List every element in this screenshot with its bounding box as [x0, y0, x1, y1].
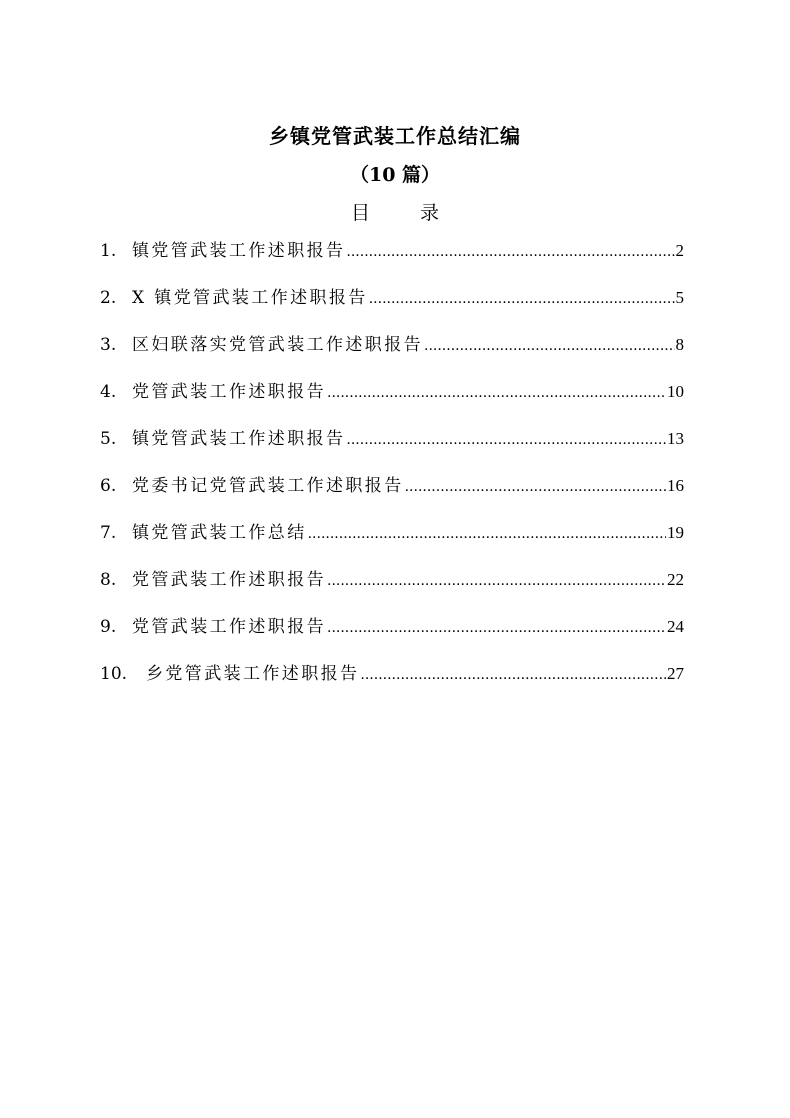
- toc-dot-leader: [424, 338, 675, 354]
- table-of-contents: [100, 236, 684, 706]
- toc-entry-page: 27: [667, 664, 684, 683]
- toc-entry-title: 党管武装工作述职报告: [132, 617, 326, 637]
- toc-entry-page: 8: [675, 335, 684, 354]
- document-title: 乡镇党管武装工作总结汇编: [269, 124, 521, 148]
- toc-entry-number: 5.: [100, 429, 117, 449]
- toc-entry-6[interactable]: [100, 471, 684, 518]
- toc-entry-4[interactable]: [100, 377, 684, 424]
- document-subtitle: （10 篇）: [349, 164, 441, 186]
- toc-entry-title: 乡党管武装工作述职报告: [146, 664, 360, 684]
- toc-entry-title: 镇党管武装工作述职报告: [132, 241, 346, 261]
- toc-entry-8[interactable]: [100, 565, 684, 612]
- toc-entry-2[interactable]: [100, 283, 684, 330]
- toc-dot-leader: [369, 291, 675, 307]
- toc-dot-leader: [327, 573, 666, 589]
- toc-entry-7[interactable]: [100, 518, 684, 565]
- toc-entry-number: 6.: [100, 476, 117, 496]
- toc-entry-title: 镇党管武装工作述职报告: [132, 429, 346, 449]
- toc-entry-page: 16: [667, 476, 684, 495]
- toc-entry-title: X 镇党管武装工作述职报告: [132, 288, 368, 308]
- toc-entry-3[interactable]: [100, 330, 684, 377]
- toc-entry-page: 24: [667, 617, 684, 636]
- toc-entry-number: 1.: [100, 241, 117, 261]
- toc-entry-number: 4.: [100, 382, 117, 402]
- toc-entry-page: 2: [675, 241, 684, 260]
- toc-entry-5[interactable]: [100, 424, 684, 471]
- toc-dot-leader: [346, 432, 666, 448]
- toc-entry-number: 10.: [100, 664, 128, 684]
- toc-dot-leader: [327, 620, 666, 636]
- toc-entry-title: 镇党管武装工作总结: [132, 523, 307, 543]
- toc-entry-title: 党委书记党管武装工作述职报告: [132, 476, 404, 496]
- toc-entry-title: 党管武装工作述职报告: [132, 570, 326, 590]
- toc-entry-page: 13: [667, 429, 684, 448]
- toc-entry-title: 党管武装工作述职报告: [132, 382, 326, 402]
- toc-entry-number: 9.: [100, 617, 117, 637]
- toc-dot-leader: [327, 385, 666, 401]
- toc-dot-leader: [346, 244, 674, 260]
- toc-entry-page: 5: [675, 288, 684, 307]
- toc-entry-number: 3.: [100, 335, 117, 355]
- toc-entry-page: 10: [667, 382, 684, 401]
- toc-entry-page: 22: [667, 570, 684, 589]
- toc-entry-number: 2.: [100, 288, 117, 308]
- toc-entry-title: 区妇联落实党管武装工作述职报告: [132, 335, 423, 355]
- toc-heading: 目 录: [350, 202, 462, 224]
- toc-dot-leader: [405, 479, 666, 495]
- toc-entry-9[interactable]: [100, 612, 684, 659]
- toc-entry-page: 19: [667, 523, 684, 542]
- toc-entry-10[interactable]: [100, 659, 684, 706]
- toc-entry-number: 7.: [100, 523, 117, 543]
- toc-entry-1[interactable]: [100, 236, 684, 283]
- toc-entry-number: 8.: [100, 570, 117, 590]
- toc-dot-leader: [360, 667, 666, 683]
- toc-dot-leader: [308, 526, 666, 542]
